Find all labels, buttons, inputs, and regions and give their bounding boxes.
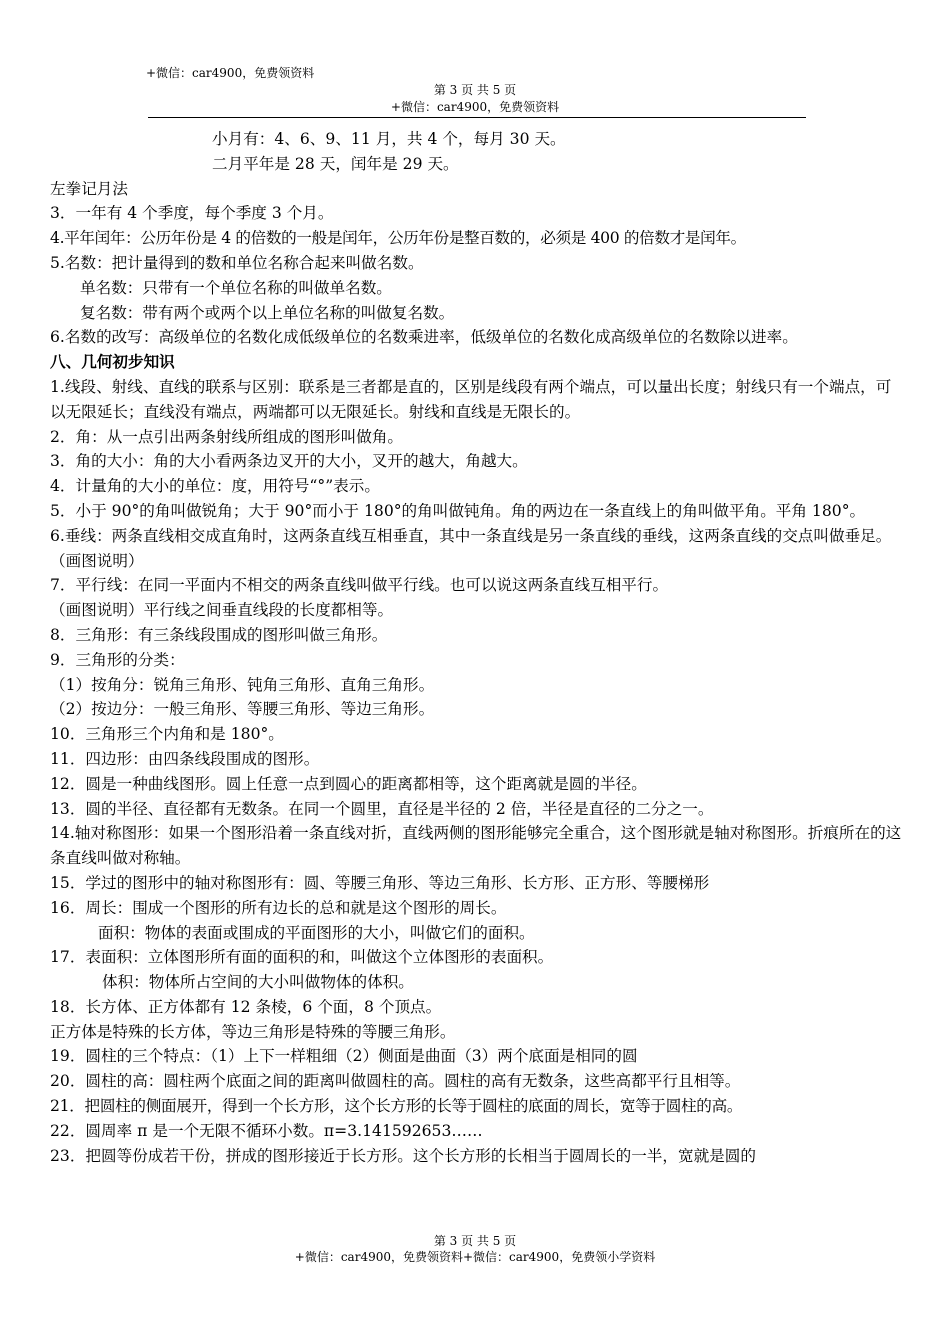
text-line: 7．平行线：在同一平面内不相交的两条直线叫做平行线。也可以说这两条直线互相平行。 [50, 576, 669, 595]
text-line: 5.名数：把计量得到的数和单位名称合起来叫做名数。 [50, 253, 424, 272]
text-line: 21．把圆柱的侧面展开，得到一个长方形，这个长方形的长等于圆柱的底面的周长，宽等于圆柱的高。 [50, 1097, 743, 1116]
text-line: 正方体是特殊的长方体，等边三角形是特殊的等腰三角形。 [50, 1022, 456, 1041]
text-paragraph: 6.垂线：两条直线相交成直角时，这两条直线互相垂直，其中一条直线是另一条直线的垂线，这两条直线的交点叫做垂足。（画图说明） [50, 526, 892, 570]
text-paragraph: 5．小于 90°的角叫做锐角；大于 90°而小于 180°的角叫做钝角。角的两边在一条直线上的角叫做平角。平角 180°。 [50, 501, 866, 520]
text-line: 18．长方体、正方体都有 12 条棱，6 个面，8 个顶点。 [50, 997, 442, 1016]
text-line: 单名数：只带有一个单位名称的叫做单名数。 [80, 278, 392, 297]
text-line: 9．三角形的分类： [50, 650, 185, 669]
text-line: 4．计量角的大小的单位：度，用符号“°”表示。 [50, 477, 380, 496]
text-line: （2）按边分：一般三角形、等腰三角形、等边三角形。 [50, 700, 435, 719]
text-line: 复名数：带有两个或两个以上单位名称的叫做复名数。 [80, 303, 455, 322]
text-line: 左拳记月法 [50, 179, 128, 198]
text-line: 12．圆是一种曲线图形。圆上任意一点到圆心的距离都相等，这个距离就是圆的半径。 [50, 774, 647, 793]
text-line: 8．三角形：有三条线段围成的图形叫做三角形。 [50, 625, 388, 644]
document-body [50, 127, 902, 1168]
text-line: 19．圆柱的三个特点：（1）上下一样粗细（2）侧面是曲面（3）两个底面是相同的圆 [50, 1047, 638, 1066]
text-line: 20．圆柱的高：圆柱两个底面之间的距离叫做圆柱的高。圆柱的高有无数条，这些高都平行且相等。 [50, 1072, 741, 1091]
text-line: 二月平年是 28 天，闰年是 29 天。 [212, 154, 459, 173]
text-line: 13．圆的半径、直径都有无数条。在同一个圆里，直径是半径的 2 倍，半径是直径的二分之一。 [50, 799, 714, 818]
text-line: 15．学过的图形中的轴对称图形有：圆、等腰三角形、等边三角形、长方形、正方形、等腰梯形 [50, 873, 710, 892]
text-line: 23．把圆等份成若干份，拼成的图形接近于长方形。这个长方形的长相当于圆周长的一半，宽就是圆的 [50, 1146, 756, 1165]
text-paragraph: 1.线段、射线、直线的联系与区别：联系是三者都是直的，区别是线段有两个端点，可以量出长度；射线只有一个端点，可以无限延长；直线没有端点，两端都可以无限延长。射线和直线是无限长的。 [50, 377, 892, 421]
text-paragraph: 6.名数的改写：高级单位的名数化成低级单位的名数乘进率，低级单位的名数化成高级单位的名数除以进率。 [50, 328, 798, 347]
header-note: +微信：car4900，免费领资料 [390, 100, 560, 114]
text-line: 22．圆周率 π 是一个无限不循环小数。π=3.141592653…… [50, 1121, 483, 1140]
text-line: 16．周长：围成一个图形的所有边长的总和就是这个图形的周长。 [50, 898, 507, 917]
text-line: 17．表面积：立体图形所有面的面积的和，叫做这个立体图形的表面积。 [50, 948, 554, 967]
text-line: （画图说明）平行线之间垂直线段的长度都相等。 [50, 601, 394, 620]
section-heading: 八、几何初步知识 [50, 352, 175, 372]
text-line: 10．三角形三个内角和是 180°。 [50, 725, 284, 744]
text-line: 2．角：从一点引出两条射线所组成的图形叫做角。 [50, 427, 403, 446]
text-line: 体积：物体所占空间的大小叫做物体的体积。 [102, 973, 414, 992]
text-line: 4.平年闰年：公历年份是 4 的倍数的一般是闰年，公历年份是整百数的，必须是 400 的倍数才是闰年。 [50, 229, 746, 248]
text-line: 3．一年有 4 个季度，每个季度 3 个月。 [50, 204, 334, 223]
text-line: 面积：物体的表面或围成的平面图形的大小，叫做它们的面积。 [98, 923, 535, 942]
text-paragraph: 14.轴对称图形：如果一个图形沿着一条直线对折，直线两侧的图形能够完全重合，这个图形就是轴对称图形。折痕所在的这条直线叫做对称轴。 [50, 824, 902, 868]
header-rule [148, 117, 806, 118]
text-line: 3．角的大小：角的大小看两条边叉开的大小，叉开的越大，角越大。 [50, 452, 528, 471]
text-line: 小月有：4、6、9、11 月，共 4 个，每月 30 天。 [212, 130, 566, 148]
watermark-top-note: +微信：car4900，免费领资料 [146, 66, 315, 80]
footer-note: +微信：car4900，免费领资料+微信：car4900，免费领小学资料 [294, 1250, 656, 1264]
footer-page-label: 第 3 页 共 5 页 [433, 1234, 517, 1248]
text-line: （1）按角分：锐角三角形、钝角三角形、直角三角形。 [50, 675, 435, 694]
text-line: 11．四边形：由四条线段围成的图形。 [50, 749, 320, 768]
header-page-label: 第 3 页 共 5 页 [433, 83, 517, 97]
